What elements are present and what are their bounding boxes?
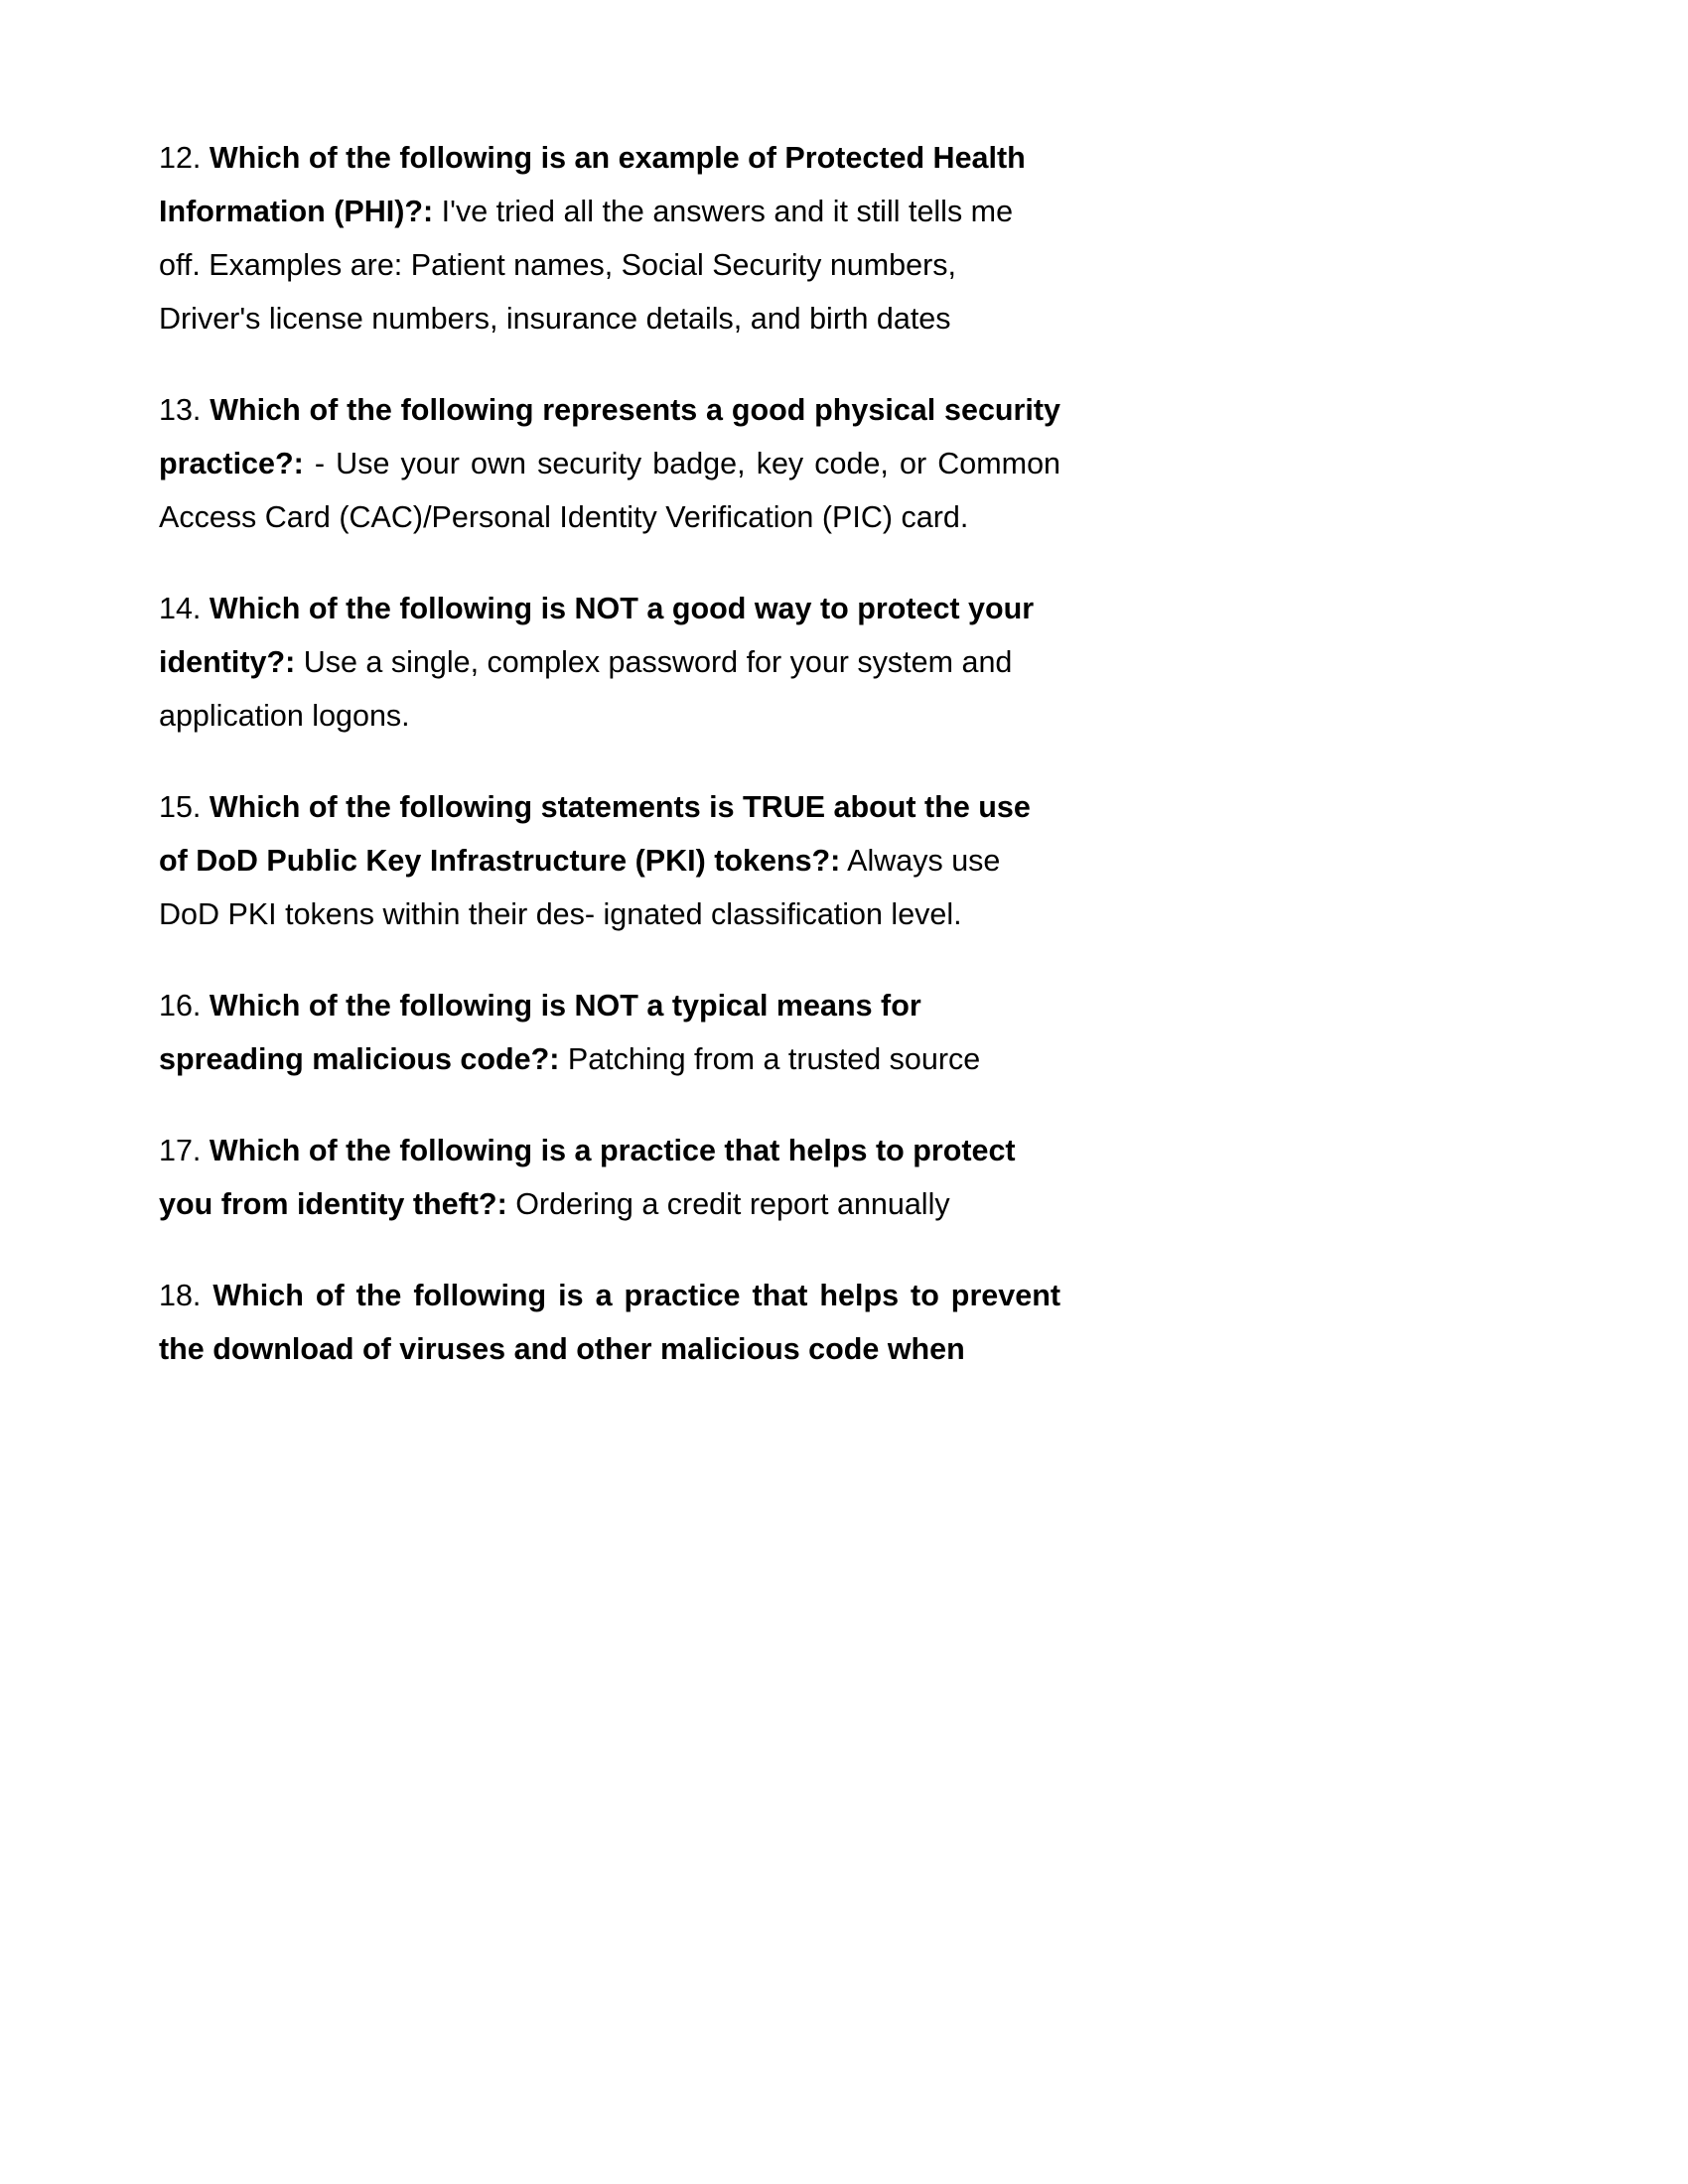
answer-text: Patching from a trusted source [559,1042,981,1076]
question-text: Which of the following is an example of Protected Health Information [159,141,1026,228]
question-item-16 [159,979,1060,1086]
question-item-12 [159,131,1060,345]
question-text: Which of the following represents a good physical security practice?: [159,393,1060,480]
question-number: 17. [159,1134,202,1167]
answer-text: Use a single, complex password for your system and application logons. [159,645,1013,733]
question-text: Which of the following is NOT a typical means for spreading malicious code?: [159,989,921,1076]
answer-text: Ordering a credit report annually [506,1187,950,1221]
question-text: Which of the following is a practice that helps to protect you from identity theft?: [159,1134,1016,1221]
question-item-13 [159,383,1060,544]
question-number: 14. [159,592,202,625]
document-body [159,131,1060,1376]
question-linebreak [326,195,334,228]
question-number: 18. [159,1279,202,1312]
answer-text: - Use your own security badge, key code, or Common Access Card (CAC)/Personal Identity Verification (PIC) card. [159,447,1060,534]
answer-text: I've tried all the answers and it still tells me off. Examples are: Patient names, Social Security numbers, Driver's license numbers, insurance details, and birth dates [159,195,1014,336]
question-text-tail: (PHI)?: [334,195,434,228]
question-item-15 [159,780,1060,941]
question-text: Which of the following is a practice that helps to prevent the download of viruses and other malicious code when [159,1279,1060,1366]
question-number: 16. [159,989,202,1023]
question-item-17 [159,1124,1060,1231]
question-item-18 [159,1269,1060,1376]
question-item-14 [159,582,1060,743]
question-number: 12. [159,141,202,175]
question-number: 15. [159,790,202,824]
question-text: Which of the following is NOT a good way to protect your identity?: [159,592,1035,679]
answer-text: Always use DoD PKI tokens within their des- ignated classification level. [159,844,1001,931]
question-text: Which of the following statements is TRUE about the use of DoD Public Key Infrastructure (PKI) tokens?: [159,790,1031,878]
question-number: 13. [159,393,202,427]
